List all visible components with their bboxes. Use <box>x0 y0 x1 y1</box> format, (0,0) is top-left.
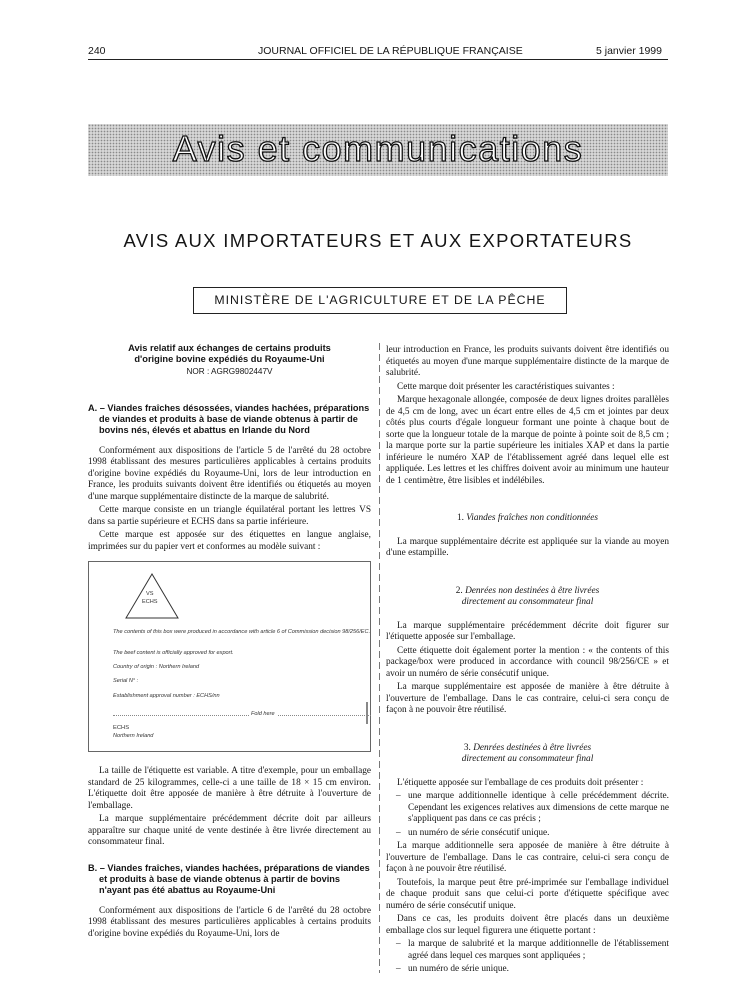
subsection-number: 2. <box>455 585 463 596</box>
section-banner <box>88 124 668 176</box>
subsection-2-heading <box>386 586 669 609</box>
paragraph: Cette marque consiste en un triangle équilatéral portant les lettres VS dans sa partie supérieure et ECHS dans sa partie inférieure. <box>88 505 371 527</box>
heading-line: bovins nés, élevés et abattus en Irlande du Nord <box>99 424 310 435</box>
paragraph: Cette marque doit présenter les caractéristiques suivantes : <box>397 381 615 392</box>
label-line: The contents of this box were produced in accordance with article 6 of Commission decision 98/256/EC. <box>113 629 371 635</box>
subsection-title: Denrées destinées à être livrées <box>473 742 592 753</box>
paragraph: La taille de l'étiquette est variable. A titre d'exemple, pour un emballage standard de 25 kilogrammes, celle-ci a une taille de 18 × 15 cm environ. L'étiquette doit être apposée de manière à être détruite à l'ouverture de l'emballage. <box>88 766 371 811</box>
paragraph: La marque supplémentaire est apposée de manière à être détruite à l'ouverture de l'emballage. Dans le cas contraire, celui-ci sera conçu de façon à ne pouvoir être réutilisé. <box>386 682 669 715</box>
subsection-title: directement au consommateur final <box>461 754 594 764</box>
heading-line: n'ayant pas été abattus au Royaume-Uni <box>99 884 276 895</box>
avis-title-line: d'origine bovine expédiés du Royaume-Uni <box>134 354 325 364</box>
label-country: Northern Ireland <box>113 733 154 739</box>
ministry-box: MINISTÈRE DE L'AGRICULTURE ET DE LA PÊCHE <box>193 287 567 314</box>
paragraph: leur introduction en France, les produits suivants doivent être identifiés ou étiquetés au moyen d'une marque supplémentaire distincte de la marque de salubrité. <box>386 345 669 378</box>
page-number: 240 <box>88 45 106 57</box>
banner-title: Avis et communications <box>172 128 584 169</box>
subsection-title: Viandes fraîches non conditionnées <box>466 513 599 523</box>
label-line: Establishment approval number : ECHS/nn <box>113 693 220 699</box>
paragraph: Cette marque est apposée sur des étiquettes en langue anglaise, imprimées sur du papier vert et conformes au modèle suivant : <box>88 530 371 552</box>
label-line: The beef content is officially approved for export. <box>113 650 234 656</box>
subsection-1-heading <box>386 513 669 525</box>
list-item: – la marque de salubrité et la marque additionnelle de l'établissement agréé dans lequel ces marques sont appliquées ; <box>386 939 669 962</box>
nor-reference: NOR : AGRG9802447V <box>186 367 273 376</box>
paragraph: La marque supplémentaire précédemment décrite doit figurer sur l'étiquette apposée sur l'emballage. <box>386 620 669 642</box>
subsection-title: Denrées non destinées à être livrées <box>465 585 600 596</box>
paragraph: La marque supplémentaire décrite est appliquée sur la viande au moyen d'une estampille. <box>386 536 669 558</box>
paragraph: Marque hexagonale allongée, composée de deux lignes droites parallèles de 4,5 cm de long, avec un écart entre elles de 4,5 cm et jointes par deux côtés plus courts d'égale longueur formant une pointe à chaque bout de sorte que la longueur totale de la marque de pointe à pointe soit de 8,5 cm ; la marque porte sur la partie supérieure les initiales XAP et dans la partie inférieure le numéro XAP de l'établissement agréé dans lequel elle est appliquée. Les lettres et les chiffres doivent avoir au minimum une hauteur de 1 centimètre, être lisibles et indélébiles. <box>386 395 669 486</box>
subsection-title: directement au consommateur final <box>461 597 594 607</box>
main-title: AVIS AUX IMPORTATEURS ET AUX EXPORTATEURS <box>123 230 633 251</box>
mark-vs: VS <box>146 591 154 597</box>
list-item: – un numéro de série unique. <box>386 964 669 976</box>
issue-date: 5 janvier 1999 <box>596 45 662 57</box>
paragraph: Dans ce cas, les produits doivent être placés dans un deuxième emballage clos sur lequel figurera une étiquette portant : <box>386 914 669 936</box>
header-rule <box>88 59 668 60</box>
paragraph: La marque supplémentaire précédemment décrite doit par ailleurs apparaître sur chaque unité de vente destinée à être livrée directement au consommateur final. <box>88 814 371 847</box>
left-column <box>88 343 371 942</box>
heading-line: A. – Viandes fraîches désossées, viandes hachées, préparations <box>88 402 370 413</box>
paragraph: L'étiquette apposée sur l'emballage de ces produits doit présenter : <box>397 777 644 788</box>
list-item: – une marque additionnelle identique à celle précédemment décrite. Cependant les exigences relatives aux dimensions de cette marque ne s'appliquent pas dans ce cas précis ; <box>386 791 669 826</box>
label-line: Serial N° : <box>113 678 139 684</box>
paragraph: Conformément aux dispositions de l'article 6 de l'arrêté du 28 octobre 1998 établissant des mesures particulières applicables à certains produits d'origine bovine expédiés du Royaume-Uni, lors de <box>88 905 371 939</box>
heading-line: et produits à base de viande obtenus à partir de bovins <box>99 873 340 884</box>
subsection-3-heading <box>386 743 669 766</box>
subsection-number: 3. <box>463 742 471 753</box>
avis-title <box>88 343 371 365</box>
section-b-heading <box>88 863 371 896</box>
paragraph: Cette étiquette doit également porter la mention : « the contents of this package/box were produced in accordance with council 98/256/CE » et avoir un numéro de série consécutif unique. <box>386 645 669 679</box>
heading-line: de viandes et produits à base de viande obtenus à partir de <box>99 413 358 424</box>
heading-line: B. – Viandes fraîches, viandes hachées, préparations de viandes <box>88 862 370 873</box>
subsection-number: 1. <box>456 513 464 523</box>
label-line: Country of origin : Northern Ireland <box>113 664 200 670</box>
paragraph: La marque additionnelle sera apposée de manière à être détruite à l'ouverture de l'emballage. Dans le cas contraire, celui-ci sera conçu de façon à ne pouvoir être réutilisé. <box>386 841 669 874</box>
journal-title: JOURNAL OFFICIEL DE LA RÉPUBLIQUE FRANÇAISE <box>258 45 523 57</box>
right-column <box>386 345 669 978</box>
section-a-heading <box>88 403 371 436</box>
label-edge-mark <box>366 702 368 724</box>
paragraph: Conformément aux dispositions de l'article 5 de l'arrêté du 28 octobre 1998 établissant des mesures particulières applicables à certains produits d'origine bovine expédiés du Royaume-Uni, lors de leur introduction en France, les produits suivants doivent être identifiés ou étiquetés au moyen d'une marque supplémentaire distincte de la marque de salubrité. <box>88 445 371 502</box>
list-item: – un numéro de série consécutif unique. <box>386 828 669 840</box>
mark-echs: ECHS <box>142 599 158 605</box>
paragraph: Toutefois, la marque peut être pré-imprimée sur l'emballage individuel de chaque produit sans que celui-ci porte d'étiquette spécifique avec numéro de série consécutif unique. <box>386 877 669 911</box>
fold-line <box>113 715 371 716</box>
column-divider <box>379 343 380 973</box>
avis-title-line: Avis relatif aux échanges de certains produits <box>128 343 331 353</box>
label-echs: ECHS <box>113 725 130 731</box>
label-model <box>88 561 371 752</box>
fold-label: Fold here <box>251 711 275 717</box>
